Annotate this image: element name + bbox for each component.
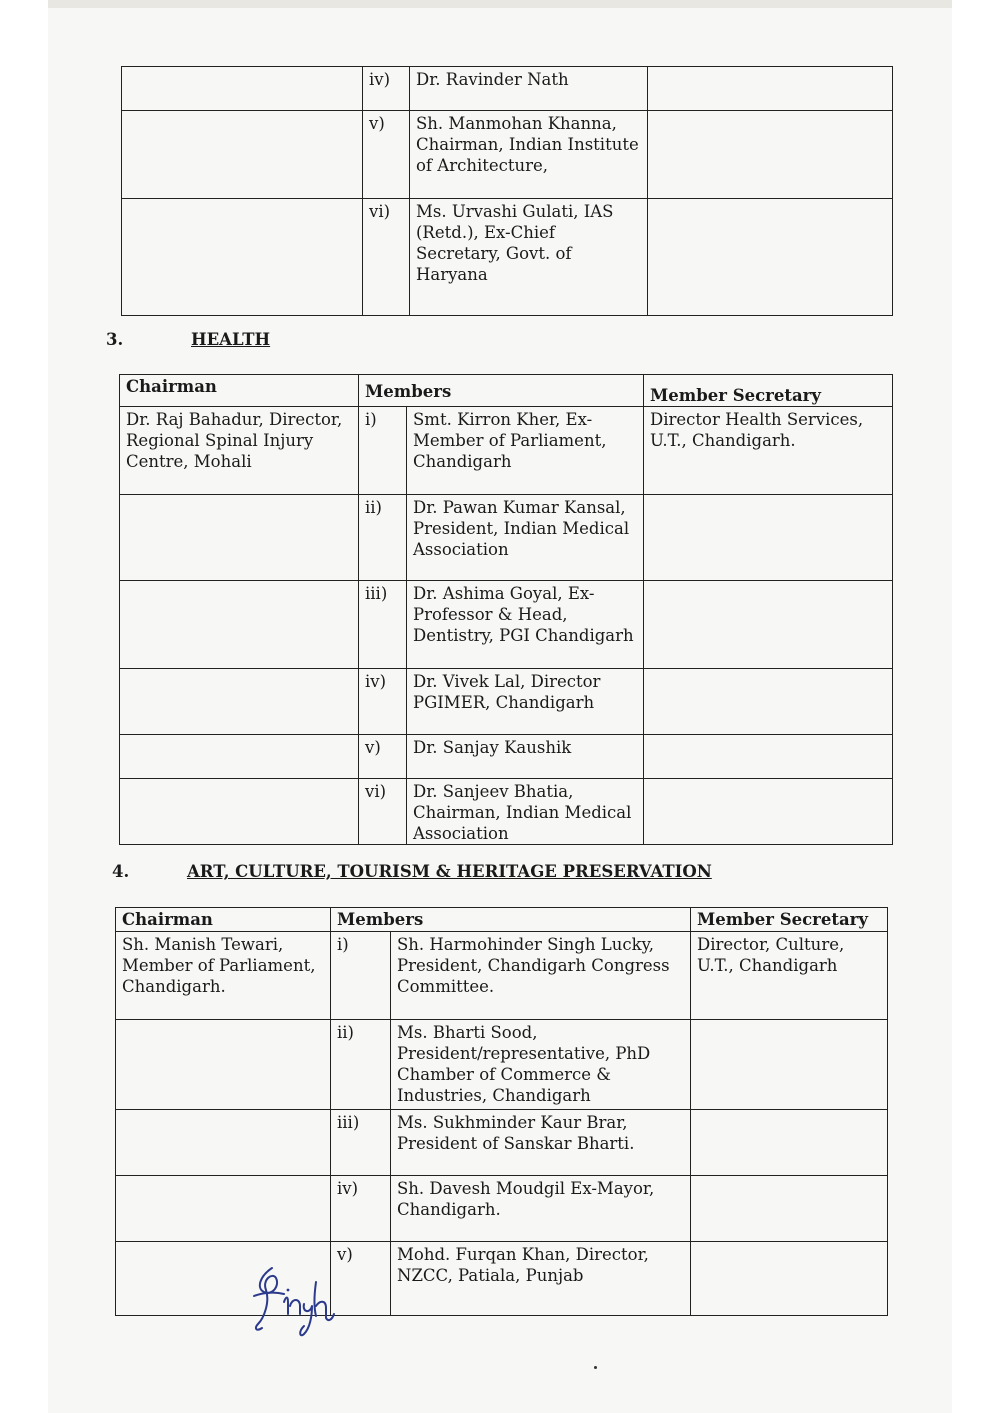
member-number: ii): [359, 495, 407, 581]
member-number: iv): [363, 67, 410, 111]
member-name: Dr. Ravinder Nath: [410, 67, 648, 111]
table-row: [122, 111, 893, 199]
table-row: [116, 1242, 888, 1316]
secretary-cell: [644, 735, 893, 779]
header-row: [116, 908, 888, 932]
section-title: ART, CULTURE, TOURISM & HERITAGE PRESERVATION: [187, 862, 712, 881]
art-culture-committee-table: [115, 907, 888, 1316]
secretary-cell: [648, 199, 893, 316]
health-committee-table: [119, 374, 893, 845]
header-chairman: Chairman: [116, 908, 331, 932]
member-name: Sh. Manmohan Khanna, Chairman, Indian Institute of Architecture,: [410, 111, 648, 199]
member-number: ii): [331, 1020, 391, 1110]
table-row: [120, 735, 893, 779]
member-secretary-name: Director Health Services, U.T., Chandigarh.: [644, 407, 893, 495]
chairman-cell: [122, 199, 363, 316]
member-number: v): [363, 111, 410, 199]
header-member-secretary: Member Secretary: [644, 375, 893, 407]
chairman-cell: [122, 67, 363, 111]
secretary-cell: [644, 581, 893, 669]
secretary-cell: [691, 1242, 888, 1316]
member-name: Mohd. Furqan Khan, Director, NZCC, Patiala, Punjab: [391, 1242, 691, 1316]
member-number: iv): [331, 1176, 391, 1242]
table-row: [120, 407, 893, 495]
section-title: HEALTH: [191, 330, 271, 349]
chairman-name: Dr. Raj Bahadur, Director, Regional Spinal Injury Centre, Mohali: [120, 407, 359, 495]
table-row: [116, 932, 888, 1020]
continuation-table: [121, 66, 893, 316]
member-number: v): [359, 735, 407, 779]
table-row: [116, 1110, 888, 1176]
section-number: 4.: [112, 862, 130, 881]
member-number: iii): [331, 1110, 391, 1176]
chairman-cell: [120, 779, 359, 845]
member-name: Dr. Sanjeev Bhatia, Chairman, Indian Medical Association: [407, 779, 644, 845]
member-name: Dr. Pawan Kumar Kansal, President, Indian Medical Association: [407, 495, 644, 581]
header-member-secretary: Member Secretary: [691, 908, 888, 932]
table-row: [122, 199, 893, 316]
chairman-cell: [120, 735, 359, 779]
secretary-cell: [691, 1176, 888, 1242]
member-name: Dr. Vivek Lal, Director PGIMER, Chandigarh: [407, 669, 644, 735]
table-row: [120, 669, 893, 735]
paper-top-edge: [48, 0, 952, 8]
chairman-name: Sh. Manish Tewari, Member of Parliament, Chandigarh.: [116, 932, 331, 1020]
handwritten-signature: [250, 1262, 345, 1342]
member-name: Sh. Harmohinder Singh Lucky, President, Chandigarh Congress Committee.: [391, 932, 691, 1020]
secretary-cell: [644, 779, 893, 845]
secretary-cell: [648, 67, 893, 111]
header-members: Members: [359, 375, 644, 407]
member-number: v): [331, 1242, 391, 1316]
chairman-cell: [116, 1020, 331, 1110]
section-number: 3.: [106, 330, 124, 349]
table-row: [120, 581, 893, 669]
chairman-cell: [116, 1176, 331, 1242]
chairman-cell: [120, 669, 359, 735]
chairman-cell: [116, 1110, 331, 1176]
secretary-cell: [644, 669, 893, 735]
secretary-cell: [644, 495, 893, 581]
chairman-cell: [120, 581, 359, 669]
section-4-heading: [112, 862, 812, 886]
member-name: Ms. Bharti Sood, President/representative, PhD Chamber of Commerce & Industries, Chandigarh: [391, 1020, 691, 1110]
table-row: [116, 1176, 888, 1242]
member-number: iii): [359, 581, 407, 669]
member-number: vi): [359, 779, 407, 845]
section-3-heading: [106, 330, 506, 354]
secretary-cell: [691, 1110, 888, 1176]
member-number: vi): [363, 199, 410, 316]
header-chairman: Chairman: [120, 375, 359, 407]
table-row: [116, 1020, 888, 1110]
member-number: i): [331, 932, 391, 1020]
speck: [594, 1366, 597, 1369]
secretary-cell: [648, 111, 893, 199]
header-row: [120, 375, 893, 407]
table-row: [120, 779, 893, 845]
member-name: Smt. Kirron Kher, Ex-Member of Parliament, Chandigarh: [407, 407, 644, 495]
member-name: Dr. Sanjay Kaushik: [407, 735, 644, 779]
header-members: Members: [331, 908, 691, 932]
member-name: Ms. Urvashi Gulati, IAS (Retd.), Ex-Chief Secretary, Govt. of Haryana: [410, 199, 648, 316]
table-row: [120, 495, 893, 581]
member-number: i): [359, 407, 407, 495]
member-name: Sh. Davesh Moudgil Ex-Mayor, Chandigarh.: [391, 1176, 691, 1242]
member-secretary-name: Director, Culture, U.T., Chandigarh: [691, 932, 888, 1020]
table-row: [122, 67, 893, 111]
chairman-cell: [122, 111, 363, 199]
member-name: Ms. Sukhminder Kaur Brar, President of Sanskar Bharti.: [391, 1110, 691, 1176]
member-number: iv): [359, 669, 407, 735]
secretary-cell: [691, 1020, 888, 1110]
chairman-cell: [120, 495, 359, 581]
member-name: Dr. Ashima Goyal, Ex- Professor & Head, Dentistry, PGI Chandigarh: [407, 581, 644, 669]
